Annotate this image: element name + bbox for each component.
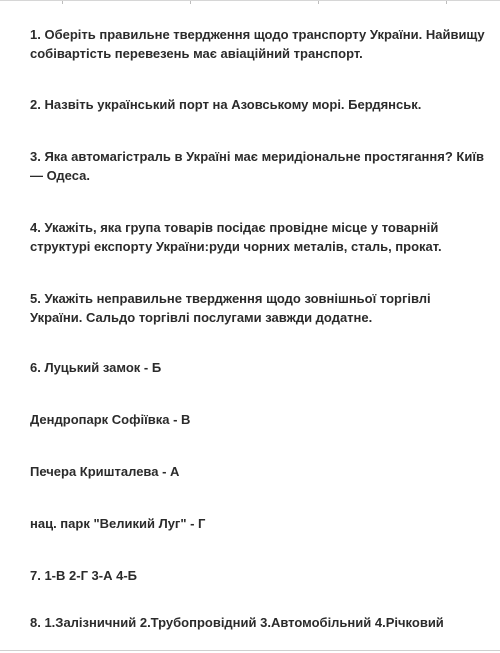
answer-6-line-1: 6. Луцький замок - Б xyxy=(30,360,162,375)
answer-7 xyxy=(30,566,500,585)
answer-1-line-1: 1. Оберіть правильне твердження щодо транспорту України. Найвищу xyxy=(30,27,485,42)
answer-5 xyxy=(30,289,500,327)
answer-2-line-1: 2. Назвіть український порт на Азовському морі. Бердянськ. xyxy=(30,97,422,112)
answer-6-cave-line: Печера Кришталева - А xyxy=(30,464,180,479)
answer-4-line-1: 4. Укажіть, яка група товарів посідає провідне місце у товарній xyxy=(30,220,439,235)
answer-5-line-2: України. Сальдо торгівлі послугами завжди додатне. xyxy=(30,310,373,325)
answer-3-line-2: — Одеса. xyxy=(30,168,90,183)
answer-3 xyxy=(30,147,500,185)
answer-3-line-1: 3. Яка автомагістраль в Україні має меридіональне простягання? Київ xyxy=(30,149,484,164)
answer-6-park-line: нац. парк "Великий Луг" - Г xyxy=(30,516,206,531)
edge-mark xyxy=(446,1,447,4)
answer-1 xyxy=(30,25,500,63)
answer-6-dendropark-line: Дендропарк Софіївка - В xyxy=(30,412,191,427)
answer-6-cave xyxy=(30,462,500,481)
answer-6 xyxy=(30,358,500,377)
answer-6-park xyxy=(30,514,500,533)
bottom-divider xyxy=(0,650,500,651)
answer-4 xyxy=(30,218,500,256)
edge-mark xyxy=(318,1,319,4)
answer-6-dendropark xyxy=(30,410,500,429)
edge-mark xyxy=(62,1,63,4)
answer-7-line-1: 7. 1-В 2-Г 3-А 4-Б xyxy=(30,568,138,583)
answer-2 xyxy=(30,95,500,114)
answer-8 xyxy=(30,613,500,632)
answer-5-line-1: 5. Укажіть неправильне твердження щодо зовнішньої торгівлі xyxy=(30,291,431,306)
answer-8-line-1: 8. 1.Залізничний 2.Трубопровідний 3.Автомобільний 4.Річковий xyxy=(30,615,444,630)
edge-mark xyxy=(190,1,191,4)
answer-4-line-2: структурі експорту України:руди чорних металів, сталь, прокат. xyxy=(30,239,442,254)
answer-1-line-2: собівартість перевезень має авіаційний транспорт. xyxy=(30,46,363,61)
top-edge-marks xyxy=(0,1,500,5)
